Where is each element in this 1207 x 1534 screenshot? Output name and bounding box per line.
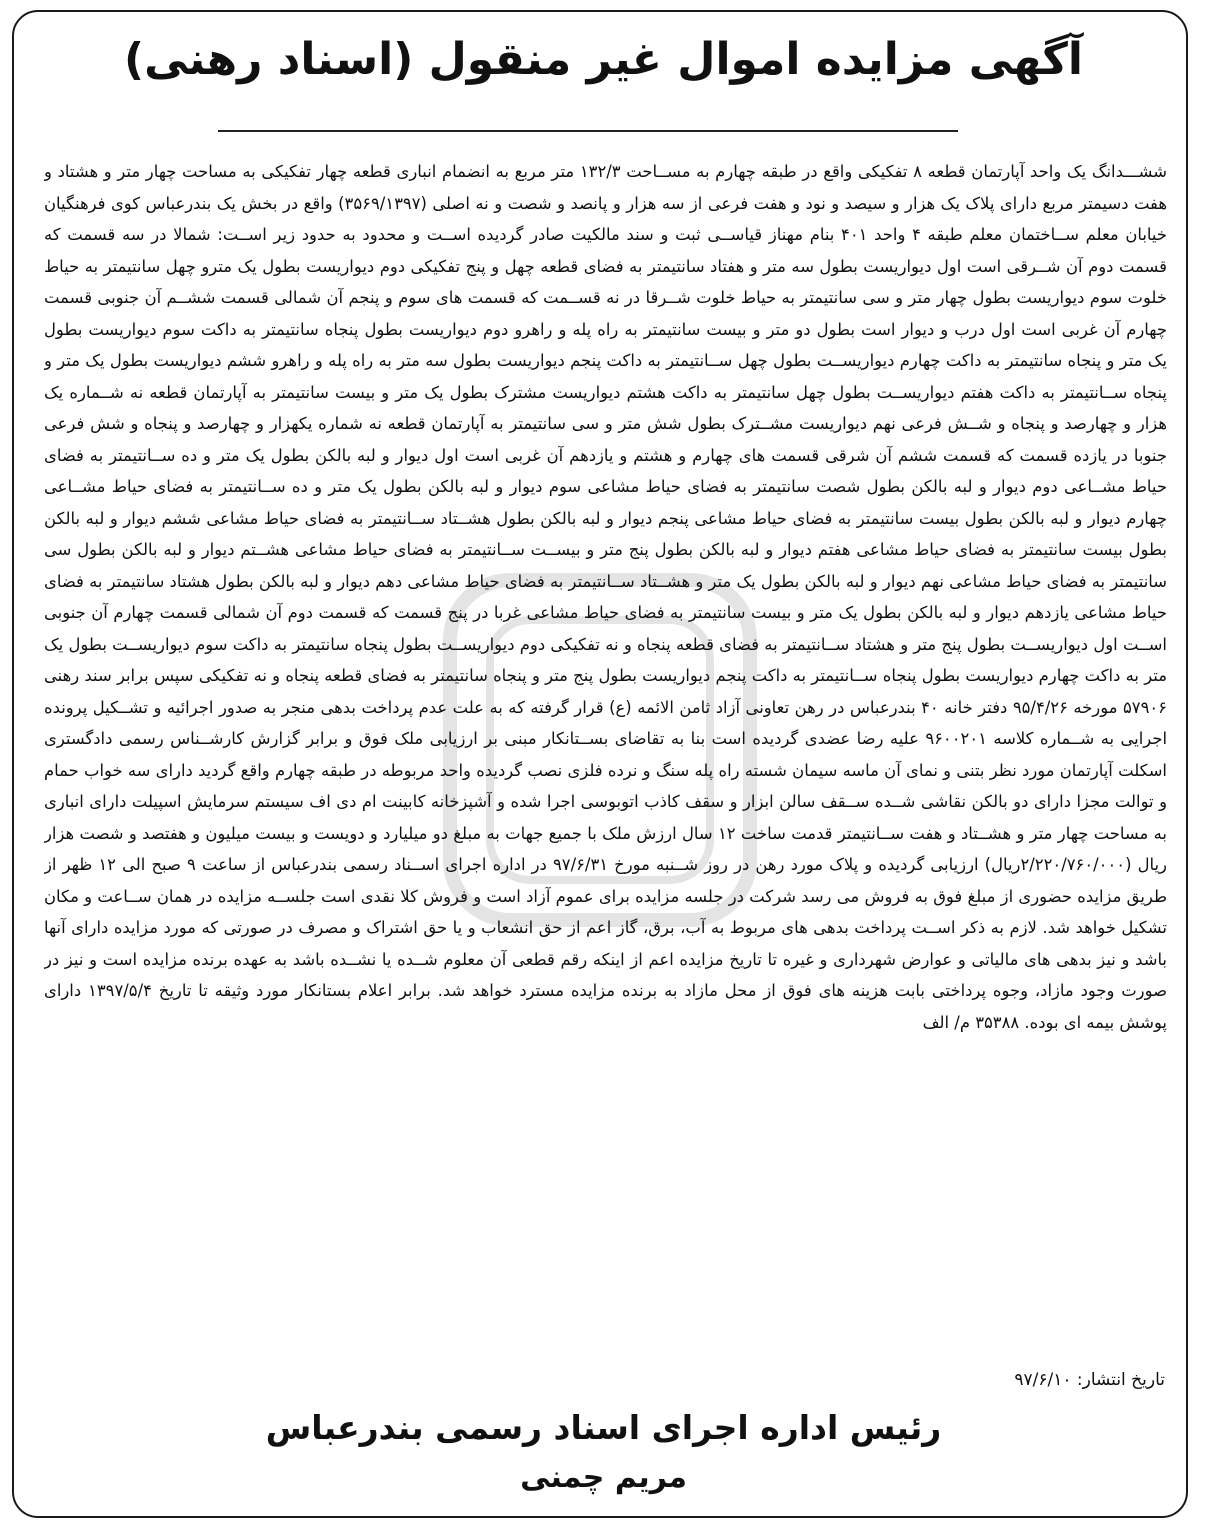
signature-title: رئیس اداره اجرای اسناد رسمی بندرعباس: [265, 1408, 942, 1447]
notice-body: ششـــدانگ یک واحد آپارتمان قطعه ۸ تفکیکی واقع در طبقه چهارم به مســاحت ۱۳۲/۳ متر مربع به انضمام انباری قطعه چهار تفکیکی به مساحت چهار متر و هشتاد و هفت دسیمتر مربع دارای پلاک یک هزار و سیصد و نود و هفت فرعی از سه هزار و پانصد و شصت و نه اصلی (۳۵۶۹/۱۳۹۷) واقع در بخش یک بندرعباس کوی فرهنگیان خیابان معلم ســاختمان معلم طبقه ۴ واحد ۴۰۱ بنام مهناز قیاســی ثبت و سند مالکیت صادر گردیده اســت و محدود به حدود زیر اســت: شمالا در سه قسمت که قسمت دوم آن شــرقی است اول دیواریست بطول سه متر و هفتاد سانتیمتر به فضای قطعه چهل و پنج تفکیکی دوم دیواریست بطول یک مترو چهل سانتیمتر به حیاط خلوت سوم دیواریست بطول چهار متر و سی سانتیمتر به حیاط خلوت شــرقا در نه قســمت که قسمت های سوم و پنجم آن شمالی قسمت ششــم آن جنوبی قسمت چهارم آن غربی است اول درب و دیوار است بطول دو متر و بیست سانتیمتر به راه پله و راهرو دوم دیواریست بطول پنجاه سانتیمتر به داکت سوم دیواریست بطول یک متر و پنجاه سانتیمتر به داکت چهارم دیواریســت بطول چهل ســانتیمتر به داکت پنجم دیواریست بطول سه متر به راه پله و راهرو ششم دیواریست بطول یک متر و پنجاه ســانتیمتر به داکت هفتم دیواریســت بطول چهل سانتیمتر به داکت هشتم دیواریست مشترک بطول یک متر و بیست سانتیمتر به آپارتمان قطعه نه شــماره یک هزار و چهارصد و پنجاه و شــش فرعی نهم دیواریست مشــترک بطول شش متر و سی سانتیمتر به آپارتمان قطعه نه شماره یکهزار و چهارصد و پنجاه و شش فرعی جنوبا در یازده قسمت که قسمت ششم آن شرقی قسمت های چهارم و هشتم و یازدهم آن غربی است اول دیوار و لبه بالکن بطول یک متر و ده ســانتیمتر به فضای حیاط مشــاعی دوم دیوار و لبه بالکن بطول شصت سانتیمتر به فضای حیاط مشاعی سوم دیوار و لبه بالکن بطول یک متر و ده ســانتیمتر به فضای حیاط مشــاعی چهارم دیوار و لبه بالکن بطول بیست سانتیمتر به فضای حیاط مشاعی پنجم دیوار و لبه بالکن بطول هشــتاد ســانتیمتر به فضای حیاط مشاعی ششم دیوار و لبه بالکن بطول بیست سانتیمتر به فضای حیاط مشاعی هفتم دیوار و لبه بالکن بطول پنج متر و بیســت ســانتیمتر به فضای حیاط مشاعی هشــتم دیوار و لبه بالکن بطول سی سانتیمتر به فضای حیاط مشاعی نهم دیوار و لبه بالکن بطول یک متر و هشــتاد ســانتیمتر به فضای حیاط مشاعی دهم دیوار و لبه بالکن بطول هشتاد سانتیمتر به فضای حیاط مشاعی یازدهم دیوار و لبه بالکن بطول یک متر و بیست سانتیمتر به فضای حیاط مشاعی غربا در پنج قسمت که قسمت دوم آن شمالی قسمت چهارم آن جنوبی اســت اول دیواریســت بطول پنج متر و هشتاد ســانتیمتر به فضای قطعه پنجاه و نه تفکیکی دوم دیواریســت بطول پنجاه سانتیمتر به داکت سوم دیواریســت بطول یک متر به داکت چهارم دیواریست بطول پنجاه ســانتیمتر به داکت پنجم دیواریست بطول پنج متر و پنجاه سانتیمتر به فضای قطعه پنجاه و نه تفکیکی سپس برابر سند رهنی ۵۷۹۰۶ مورخه ۹۵/۴/۲۶ دفتر خانه ۴۰ بندرعباس در رهن تعاونی آزاد ثامن الائمه (ع) قرار گرفته که به علت عدم پرداخت بدهی منجر به صدور اجرائیه و تشــکیل پرونده اجرایی به شــماره کلاسه ۹۶۰۰۲۰۱ علیه رضا عضدی گردیده است بنا به تقاضای بســتانکار مبنی بر ارزیابی ملک فوق و برابر گزارش کارشــناس رسمی دادگستری اسکلت آپارتمان مورد نظر بتنی و نمای آن ماسه سیمان شسته راه پله سنگ و نرده فلزی نصب گردیده واحد مربوطه در طبقه چهارم واقع گردید دارای سه خواب حمام و توالت مجزا دارای دو بالکن نقاشی شــده ســقف سالن ابزار و سقف کاذب اتوبوسی اجرا شده و آشپزخانه کابینت ام دی اف سیستم سرمایش اسپیلت دارای انباری به مساحت چهار متر و هشــتاد و هفت ســانتیمتر قدمت ساخت ۱۲ سال ارزش ملک با جمیع جهات به مبلغ دو میلیارد و دویست و بیست میلیون و هفتصد و شصت هزار ریال (۲/۲۲۰/۷۶۰/۰۰۰ریال) ارزیابی گردیده و پلاک مورد رهن در روز شــنبه مورخ ۹۷/۶/۳۱ در اداره اجرای اســناد رسمی بندرعباس از ساعت ۹ صبح الی ۱۲ ظهر از طریق مزایده حضوری از مبلغ فوق به فروش می رسد شرکت در جلسه مزایده برای عموم آزاد است و فروش کلا نقدی است جلســه مزایده در همان ســاعت و مکان تشکیل خواهد شد. لازم به ذکر اســت پرداخت بدهی های مربوط به آب، برق، گاز اعم از حق انشعاب و یا حق اشتراک و مصرف در صورتی که مورد مزایده دارای آنها باشد و نیز بدهی های مالیاتی و عوارض شهرداری و غیره تا تاریخ مزایده اعم از اینکه رقم قطعی آن معلوم شــده یا نشــده باشد به عهده برنده مزایده است و نیز در صورت وجود مازاد، وجوه پرداختی بابت هزینه های فوق از محل مازاد به برنده مزایده مسترد خواهد شد. برابر اعلام بستانکار مورد وثیقه تا تاریخ ۱۳۹۷/۵/۴ دارای پوشش بیمه ای بوده. ۳۵۳۸۸ م/ الف: [44, 162, 1167, 1032]
title-divider: [218, 130, 958, 132]
notice-title: آگهی مزایده اموال غیر منقول (اسناد رهنی): [124, 34, 1083, 85]
publish-date: تاریخ انتشار: ۹۷/۶/۱۰: [1014, 1370, 1165, 1390]
signature-name: مریم چمنی: [520, 1460, 687, 1495]
